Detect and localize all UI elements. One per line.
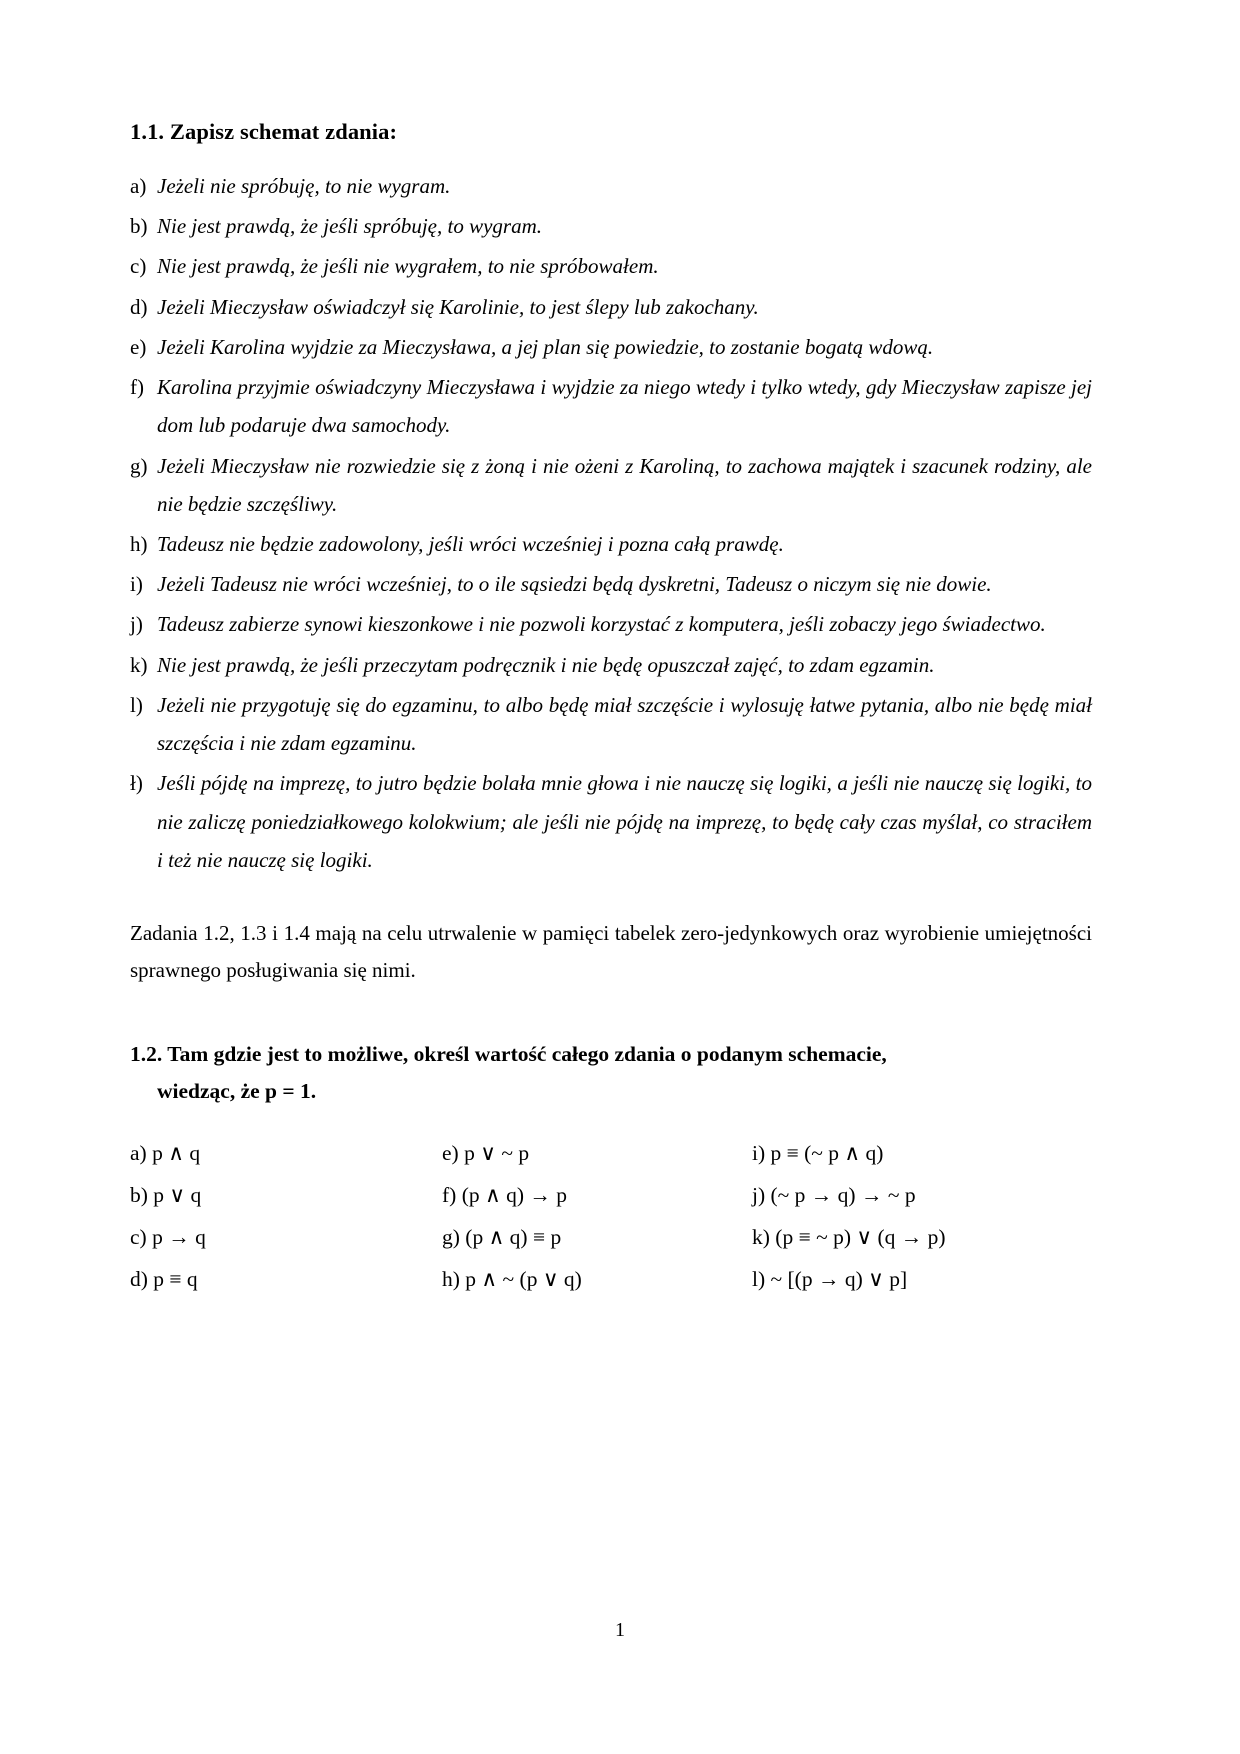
- list-item: [130, 525, 1092, 563]
- formula-column-2: [442, 1133, 752, 1301]
- list-item-marker: j): [130, 612, 143, 637]
- list-item-text: Jeżeli Tadeusz nie wróci wcześniej, to o ile sąsiedzi będą dyskretni, Tadeusz o niczym się nie dowie.: [157, 572, 992, 597]
- list-item-marker: k): [130, 652, 148, 677]
- formula-grid: [130, 1133, 1092, 1301]
- list-item-marker: f): [130, 375, 144, 400]
- list-item: [130, 447, 1092, 523]
- list-item: [130, 288, 1092, 326]
- list-item-text: Jeżeli Mieczysław oświadczył się Karolinie, to jest ślepy lub zakochany.: [157, 294, 759, 319]
- list-item-text: Karolina przyjmie oświadczyny Mieczysława i wyjdzie za niego wtedy i tylko wtedy, gdy Mieczysław zapisze jej dom lub podaruje dwa samochody.: [157, 375, 1092, 438]
- list-item-text: Nie jest prawdą, że jeśli nie wygrałem, to nie spróbowałem.: [157, 254, 659, 279]
- page-number: 1: [615, 1619, 625, 1641]
- list-item: [130, 605, 1092, 643]
- list-item-text: Nie jest prawdą, że jeśli spróbuję, to wygram.: [157, 214, 542, 239]
- list-item-marker: d): [130, 294, 148, 319]
- list-item-text: Tadeusz zabierze synowi kieszonkowe i nie pozwoli korzystać z komputera, jeśli zobaczy jego świadectwo.: [157, 612, 1046, 637]
- list-item-text: Nie jest prawdą, że jeśli przeczytam podręcznik i nie będę opuszczał zajęć, to zdam egzamin.: [157, 652, 935, 677]
- list-item: [130, 368, 1092, 444]
- list-item-text: Jeśli pójdę na imprezę, to jutro będzie bolała mnie głowa i nie nauczę się logiki, a jeśli nie nauczę się logiki, to nie zaliczę poniedziałkowego kolokwium; ale jeśli nie pójdę na imprezę, to będę cały czas myślał, co straciłem i też nie nauczę się logiki.: [157, 771, 1092, 872]
- list-item-text: Jeżeli Karolina wyjdzie za Mieczysława, a jej plan się powiedzie, to zostanie bogatą wdową.: [157, 334, 934, 359]
- list-item: [130, 328, 1092, 366]
- section-1-1-heading: 1.1. Zapisz schemat zdania:: [130, 119, 398, 144]
- list-item-marker: ł): [130, 771, 143, 796]
- formula-item: b) p ∨ q: [130, 1182, 202, 1207]
- formula-item: j) (~ p → q) → ~ p: [752, 1182, 916, 1207]
- section-1-1-item-list: [130, 167, 1092, 879]
- formula-item: g) (p ∧ q) ≡ p: [442, 1224, 562, 1249]
- formula-item: c) p → q: [130, 1224, 206, 1249]
- list-item: [130, 565, 1092, 603]
- list-item-text: Jeżeli nie przygotuję się do egzaminu, to albo będę miał szczęście i wylosuję łatwe pytania, albo nie będę miał szczęścia i nie zdam egzaminu.: [157, 692, 1092, 756]
- formula-item: l) ~ [(p → q) ∨ p]: [752, 1266, 908, 1291]
- formula-item: h) p ∧ ~ (p ∨ q): [442, 1266, 582, 1291]
- list-item: [130, 167, 1092, 205]
- list-item-marker: h): [130, 531, 148, 556]
- section-1-2: [130, 1036, 1092, 1301]
- list-item-marker: c): [130, 254, 147, 279]
- list-item: [130, 207, 1092, 245]
- formula-item: k) (p ≡ ~ p) ∨ (q → p): [752, 1224, 946, 1249]
- list-item: [130, 764, 1092, 879]
- list-item-marker: e): [130, 334, 147, 359]
- list-item-marker: i): [130, 572, 143, 597]
- list-item-marker: g): [130, 453, 148, 478]
- section-1-2-heading: [130, 1036, 1092, 1111]
- formula-item: i) p ≡ (~ p ∧ q): [752, 1140, 884, 1165]
- list-item-marker: l): [130, 692, 143, 717]
- list-item-marker: a): [130, 174, 147, 198]
- formula-item: f) (p ∧ q) → p: [442, 1182, 568, 1207]
- intro-paragraph: Zadania 1.2, 1.3 i 1.4 mają na celu utrwalenie w pamięci tabelek zero-jedynkowych oraz wyrobienie umiejętności sprawnego posługiwania się nimi.: [130, 920, 1092, 983]
- list-item: [130, 247, 1092, 285]
- list-item: [130, 646, 1092, 684]
- list-item-marker: b): [130, 214, 148, 239]
- list-item-text: Jeżeli nie spróbuję, to nie wygram.: [157, 174, 451, 198]
- list-item: [130, 686, 1092, 762]
- formula-item: d) p ≡ q: [130, 1266, 198, 1291]
- list-item-text: Tadeusz nie będzie zadowolony, jeśli wróci wcześniej i pozna całą prawdę.: [157, 531, 784, 556]
- section-1-2-heading-line-2: wiedząc, że p = 1.: [157, 1079, 317, 1104]
- formula-column-3: [752, 1133, 1052, 1301]
- formula-item: e) p ∨ ~ p: [442, 1140, 530, 1165]
- formula-column-1: [130, 1133, 442, 1301]
- formula-item: a) p ∧ q: [130, 1140, 201, 1165]
- section-1-2-heading-line-1: 1.2. Tam gdzie jest to możliwe, określ wartość całego zdania o podanym schemacie,: [130, 1041, 887, 1066]
- list-item-text: Jeżeli Mieczysław nie rozwiedzie się z żoną i nie ożeni z Karoliną, to zachowa majątek i szacunek rodziny, ale nie będzie szczęśliwy.: [157, 453, 1092, 516]
